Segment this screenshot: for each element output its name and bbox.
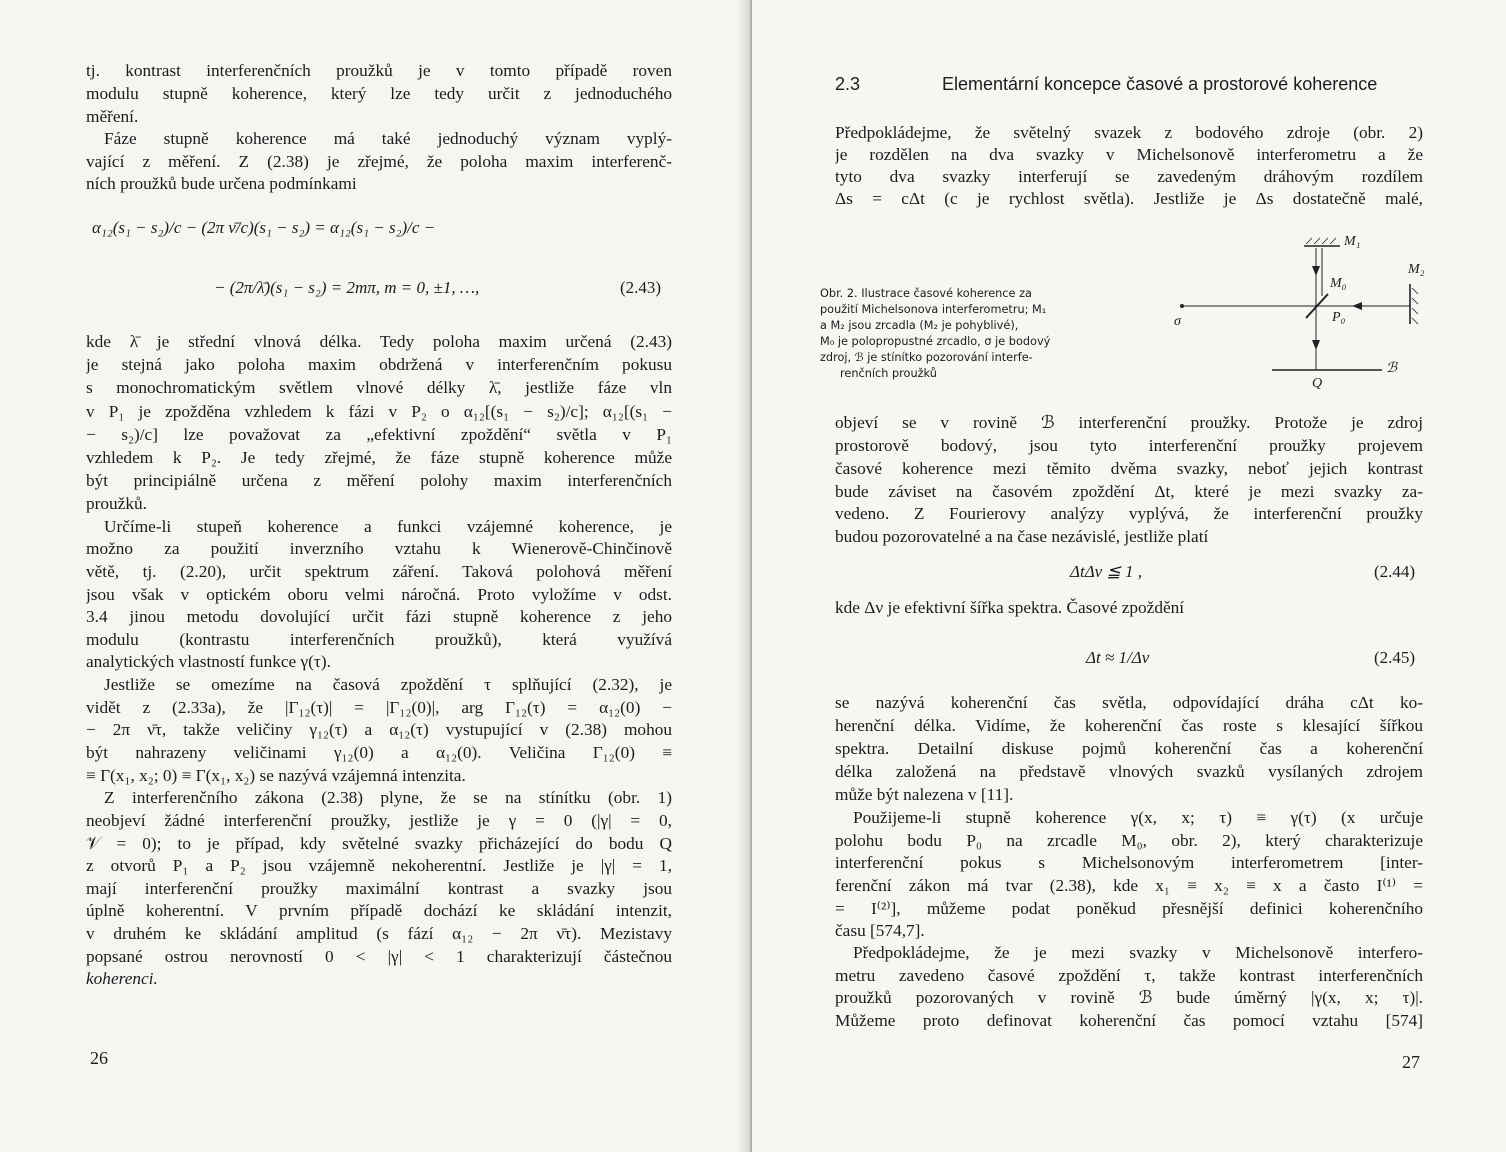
text-line: kde λ̄ je střední vlnová délka. Tedy poloha maxim určená (2.43) [86, 332, 672, 351]
caption-line: Obr. 2. Ilustrace časové koherence za [820, 287, 1032, 300]
equation-number: (2.44) [1374, 562, 1416, 581]
text-line: být nahrazeny veličinami γ₁₂(0) a α₁₂(0). Veličina Γ₁₂(0) ≡ [86, 743, 672, 762]
page-number: 26 [90, 1048, 108, 1068]
text-line: ních proužků bude určena podmínkami [86, 174, 357, 193]
text-line: s monochromatickým světlem vlnové délky λ̄, jestliže fáze vln [86, 378, 672, 397]
text-line: = I⁽²⁾], můžeme podat poněkud přesnější definici koherenčního [835, 899, 1423, 918]
equation-2-43-line1: α₁₂(s₁ − s₂)/c − (2π ν̄/c)(s₁ − s₂) = α₁₂(s₁ − s₂)/c − [92, 218, 436, 237]
caption-line: renčních proužků [840, 367, 937, 380]
text-line: polohu bodu P₀ na zrcadle M₀, obr. 2), který charakterizuje [835, 831, 1423, 850]
caption-line: M₀ je polopropustné zrcadlo, σ je bodový [820, 335, 1051, 348]
text-line: délka založená na představě vlnových svazků vysílaných zdrojem [835, 762, 1423, 781]
text-line: je stejná jako poloha maxim obdržená v interferenčním pokusu [86, 355, 672, 374]
text-line: tyto dva svazky interferují se zavedeným dráhovým rozdílem [835, 167, 1423, 186]
right-text-block-3 [752, 0, 1506, 1152]
text-line: Předpokládejme, že je mezi svazky v Michelsonově interfero- [853, 943, 1423, 962]
text-line: Předpokládejme, že světelný svazek z bodového zdroje (obr. 2) [835, 123, 1423, 142]
text-line: být principiálně určena z měření polohy maxim interferenčních [86, 471, 672, 490]
text-line: bude záviset na časovém zpoždění Δt, které je mezi svazky za- [835, 482, 1423, 501]
page-number: 27 [1402, 1052, 1420, 1072]
text-line: ferenční zákon má tvar (2.38), kde x₁ ≡ x₂ ≡ x a často I⁽¹⁾ = [835, 876, 1423, 895]
text-line: − 2π ν̄τ, takže veličiny γ₁₂(τ) a α₁₂(τ) vystupující v (2.38) mohou [86, 720, 672, 739]
text-line: větě, tj. (2.20), určit spektrum záření. Taková polohová měření [86, 562, 672, 581]
text-line: možno za použití inverzního vztahu k Wienerově-Chinčinově [86, 539, 672, 558]
text-line: neobjeví žádné interferenční proužky, jestliže je γ = 0 (|γ| = 0, [86, 811, 672, 830]
section-number: 2.3 [835, 74, 861, 94]
right-page [752, 0, 1506, 1152]
text-line: interferenční pokus s Michelsonovým interferometrem [inter- [835, 853, 1423, 872]
text-line: se nazývá koherenční čas světla, odpovídající dráha cΔt ko- [835, 693, 1423, 712]
text-line: Δs = cΔt (c je rychlost světla). Jestliže je Δs dostatečně malé, [835, 189, 1423, 208]
text-line: Fáze stupně koherence má také jednoduchý význam vyplý- [104, 129, 672, 148]
text-line: − s₂)/c] lze považovat za „efektivní zpoždění“ světla v P₁ [86, 425, 672, 444]
text-line: 𝒱 = 0); to je případ, kdy světelné svazky přicházející do bodu Q [86, 834, 672, 853]
caption-line: a M₂ jsou zrcadla (M₂ je pohyblivé), [820, 319, 1019, 332]
caption-line: použití Michelsonova interferometru; M₁ [820, 303, 1047, 316]
text-line: metru zavedeno časové zpoždění τ, takže kontrast interferenčních [835, 966, 1423, 985]
text-line: proužků. [86, 494, 147, 513]
text-line: analytických vlastností funkce γ(τ). [86, 652, 331, 671]
text-line: ≡ Γ(x₁, x₂; 0) ≡ Γ(x₁, x₂) se nazývá vzájemná intenzita. [86, 766, 466, 785]
text-line: tj. kontrast interferenčních proužků je v tomto případě roven [86, 61, 672, 80]
equation-2-44: ΔtΔν ≦ 1 , [1070, 562, 1142, 581]
text-line: kde Δν je efektivní šířka spektra. Časové zpoždění [835, 598, 1185, 617]
text-line: měření. [86, 107, 139, 126]
text-line: modulu (kontrastu interferenčních proužků), která využívá [86, 630, 672, 649]
text-line: objeví se v rovině ℬ interferenční proužky. Protože je zdroj [835, 413, 1423, 432]
text-line: modulu stupně koherence, který lze tedy určit z jednoduchého [86, 84, 672, 103]
text-line: koherenci. [86, 969, 158, 988]
text-line: Určíme-li stupeň koherence a funkci vzájemné koherence, je [104, 517, 672, 536]
text-line: Jestliže se omezíme na časová zpoždění τ splňující (2.32), je [104, 675, 672, 694]
text-line: může být nalezena v [11]. [835, 785, 1014, 804]
label-screen: ℬ [1386, 361, 1398, 376]
text-line: času [574,7]. [835, 921, 925, 940]
text-line: spektra. Detailní diskuse pojmů koherenční čas a koherenční [835, 739, 1423, 758]
equation-2-45: Δt ≈ 1/Δν [1086, 648, 1150, 667]
label-m2: M₂ [1408, 262, 1425, 277]
left-text-block-2 [0, 0, 752, 1152]
label-q: Q [1312, 376, 1323, 391]
text-line: Můžeme proto definovat koherenční čas pomocí vztahu [574] [835, 1011, 1423, 1030]
text-line: je rozdělen na dva svazky v Michelsonově interferometru a že [835, 145, 1423, 164]
text-line: prostorově bodový, jsou tyto interferenční proužky projevem [835, 436, 1423, 455]
text-line: herenční délka. Vidíme, že koherenční čas roste s klesající šířkou [835, 716, 1423, 735]
label-p0: P₀ [1332, 310, 1346, 325]
text-line: v druhém ke skládání amplitud (s fází α₁₂ − 2π ν̄τ). Mezistavy [86, 924, 672, 943]
text-line: 3.4 jinou metodu dovolující určit fázi stupně koherence z jeho [86, 607, 672, 626]
section-title: Elementární koncepce časové a prostorové koherence [942, 74, 1378, 94]
equation-number: (2.43) [620, 278, 662, 297]
text-line: z otvorů P₁ a P₂ jsou vzájemně nekoherentní. Jestliže je |γ| = 1, [86, 856, 672, 875]
text-line: v P₁ je zpožděna vzhledem k fázi v P₂ o α₁₂[(s₁ − s₂)/c]; α₁₂[(s₁ − [86, 402, 672, 421]
text-line: vající z měření. Z (2.38) je zřejmé, že poloha maxim interferenč- [86, 152, 672, 171]
text-line: jsou však v optickém oboru velmi náročná. Proto vyložíme v odst. [86, 585, 672, 604]
text-line: vzhledem k P₂. Je tedy zřejmé, že fáze stupně koherence může [86, 448, 672, 467]
text-line: proužků pozorovaných v rovině ℬ bude úměrný |γ(x, x; τ)|. [835, 988, 1423, 1007]
left-page [0, 0, 752, 1152]
text-line: Použijeme-li stupně koherence γ(x, x; τ) ≡ γ(τ) (x určuje [853, 808, 1423, 827]
text-line: budou pozorovatelné a na čase nezávislé, jestliže platí [835, 527, 1209, 546]
text-line: časové koherence mezi těmito dvěma svazky, neboť jejich kontrast [835, 459, 1423, 478]
label-m1: M₁ [1344, 234, 1361, 249]
label-sigma: σ [1174, 314, 1181, 329]
text-line: vedeno. Z Fourierovy analýzy vyplývá, že interferenční proužky [835, 504, 1423, 523]
text-line: vidět z (2.33a), že |Γ₁₂(τ)| = |Γ₁₂(0)|, arg Γ₁₂(τ) = α₁₂(0) − [86, 698, 672, 717]
equation-number: (2.45) [1374, 648, 1416, 667]
text-line: Z interferenčního zákona (2.38) plyne, že se na stínítku (obr. 1) [104, 788, 672, 807]
equation-2-43-line2: − (2π/λ̄)(s₁ − s₂) = 2mπ, m = 0, ±1, …, [214, 278, 480, 297]
caption-line: zdroj, ℬ je stínítko pozorování interfe- [820, 351, 1033, 364]
text-line: mají interferenční proužky maximální kontrast a svazky jsou [86, 879, 672, 898]
text-line: popsané ostrou nerovností 0 < |γ| < 1 charakterizují částečnou [86, 947, 672, 966]
label-m0: M₀ [1330, 276, 1347, 291]
text-line: úplně koherentní. V prvním případě dochází ke skládání intenzit, [86, 901, 672, 920]
